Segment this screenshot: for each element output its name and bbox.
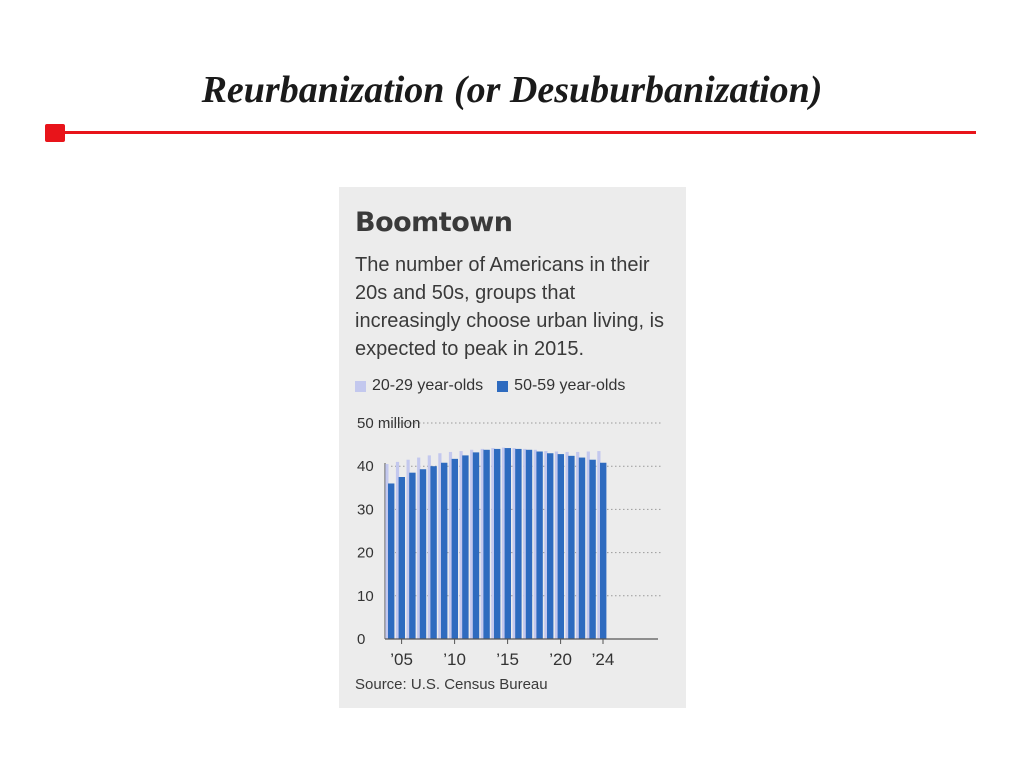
chart-title: Boomtown xyxy=(355,207,513,238)
chart-card xyxy=(339,187,686,708)
x-tick-label: ’15 xyxy=(496,650,519,669)
x-tick-label: ’20 xyxy=(549,650,572,669)
y-tick-label: 40 xyxy=(357,458,374,476)
bar-50-59 xyxy=(409,473,415,639)
legend-label-50-59: 50-59 year-olds xyxy=(514,377,626,394)
slide-title: Reurbanization (or Desuburbanization) xyxy=(201,69,823,111)
y-tick-label: 10 xyxy=(357,587,374,605)
legend-label-20-29: 20-29 year-olds xyxy=(372,377,484,394)
bar-50-59 xyxy=(536,452,542,639)
bar-50-59 xyxy=(483,450,489,639)
bar-50-59 xyxy=(420,469,426,639)
bar-50-59 xyxy=(430,466,436,639)
bar-50-59 xyxy=(558,454,564,639)
y-tick-label: 50 million xyxy=(357,415,421,432)
chart-source: Source: U.S. Census Bureau xyxy=(355,676,548,693)
y-tick-label: 0 xyxy=(357,631,366,648)
x-tick-label: ’24 xyxy=(591,650,615,669)
bar-50-59 xyxy=(589,460,595,639)
bar-50-59 xyxy=(579,458,585,639)
bar-50-59 xyxy=(526,450,532,639)
bar-50-59 xyxy=(441,463,447,639)
y-tick-label: 20 xyxy=(357,544,374,562)
bar-50-59 xyxy=(600,463,606,639)
bar-50-59 xyxy=(473,452,479,639)
bar-50-59 xyxy=(505,448,511,639)
x-tick-label: ’10 xyxy=(443,650,466,669)
bar-50-59 xyxy=(547,453,553,639)
title-rule-line xyxy=(58,131,976,134)
y-tick-label: 30 xyxy=(357,501,374,519)
bar-50-59 xyxy=(388,483,394,639)
bar-50-59 xyxy=(452,459,458,639)
bar-50-59 xyxy=(568,456,574,639)
bar-50-59 xyxy=(494,449,500,639)
x-tick-label: ’05 xyxy=(390,650,413,669)
bar-50-59 xyxy=(462,455,468,639)
bar-chart xyxy=(339,187,686,708)
bar-50-59 xyxy=(515,449,521,639)
chart-subtitle: The number of Americans in their 20s and 50s, groups that increasingly choose urban living, is expected to peak in 2015. xyxy=(355,254,665,360)
bar-50-59 xyxy=(399,477,405,639)
